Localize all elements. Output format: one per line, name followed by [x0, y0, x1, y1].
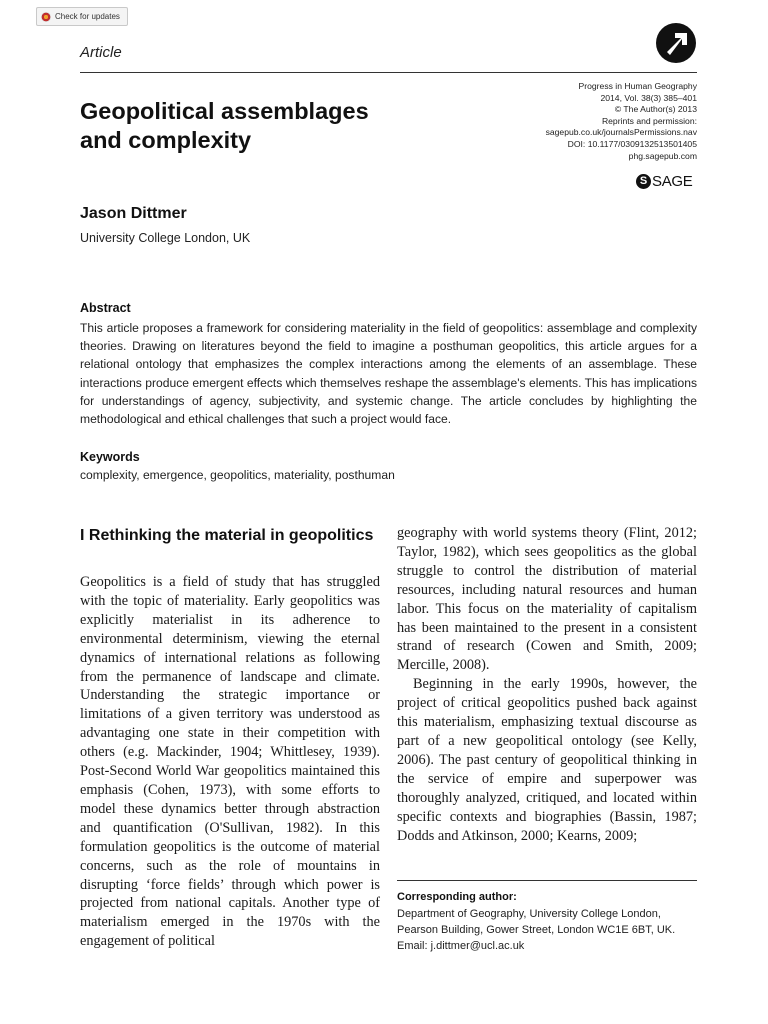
journal-volume: 2014, Vol. 38(3) 385–401 — [600, 92, 697, 103]
check-for-updates-label: Check for updates — [55, 12, 120, 21]
abstract-text: This article proposes a framework for considering materiality in the field of geopolitics: assemblage and complexity theories. Drawing on literatures beyond the field to imagine a posthuman geopolitics, this article argues for a relational ontology that emphasizes the complex interactions among the elements of an assemblage. These interactions produce emergent effects which themselves reshape the assemblage's elements. This has implications for understandings of agency, subjectivity, and systemic change. The article concludes by highlighting the methodological and ethical challenges that such a project would face. — [80, 321, 697, 427]
crossmark-icon — [41, 12, 51, 22]
header-divider — [80, 72, 697, 73]
article-title: Geopolitical assemblages and complexity — [80, 98, 369, 153]
reprints-label: Reprints and permission: — [601, 115, 697, 126]
corresponding-author-details — [397, 907, 697, 954]
body-text-left-column: Geopolitics is a field of study that has struggled with the topic of materiality. Early geopolitics was explicitly materialist in its adherence to environmental determinism, viewing the eternal dynamics of international relations as following from the permanence of landscape and climate. Understanding the strategic importance or limitations of a given territory was understood as advantaging one state in their competition with others (e.g. Mackinder, 1904; Whittlesey, 1939). Post-Second World War geopolitics maintained this emphasis (Cohen, 1973), with some efforts to model these dynamics better through abstraction and quantification (O'Sullivan, 1982). In this formulation geopolitics is the outcome of material concerns, such as the role of mountains in disrupting ‘force fields’ through which power is projected from national capitals. Another type of materialism emerged in the 1970s with the engagement of political — [80, 574, 380, 950]
copyright: © The Author(s) 2013 — [614, 104, 697, 115]
corresponding-email[interactable]: Email: j.dittmer@ucl.ac.uk — [397, 939, 525, 952]
abstract-heading: Abstract — [80, 301, 131, 315]
keywords-text: complexity, emergence, geopolitics, materiality, posthuman — [80, 468, 395, 482]
journal-name: Progress in Human Geography — [578, 81, 697, 91]
body-text-right-column — [397, 524, 697, 845]
sage-logo-text: SAGE — [652, 172, 693, 190]
author-affiliation: University College London, UK — [80, 231, 251, 245]
journal-arrow-logo-icon — [655, 22, 697, 64]
corresponding-address: Pearson Building, Gower Street, London WC1E 6BT, UK. — [397, 923, 676, 936]
permissions-link[interactable]: sagepub.co.uk/journalsPermissions.nav — [545, 127, 697, 138]
section-heading: I Rethinking the material in geopolitics — [80, 527, 374, 544]
article-type-label: Article — [80, 44, 122, 61]
journal-site-link[interactable]: phg.sagepub.com — [628, 150, 697, 161]
sage-logo — [636, 172, 692, 190]
paragraph: Beginning in the early 1990s, however, the project of critical geopolitics pushed back against this materialism, emphasizing textual discourse as part of a new geopolitical ontology (see Kelly, 2006). The past century of geopolitical thinking in the service of empire and superpower was thoroughly analyzed, critiqued, and located within specific contexts and biographies (Bassin, 1987; Dodds and Atkinson, 2000; Kearns, 2009; — [397, 676, 697, 844]
footnote-divider — [397, 880, 697, 881]
paragraph: geography with world systems theory (Flint, 2012; Taylor, 1982), which sees geopolitics as the global struggle to control the distribution of material resources, including natural resources and human labor. This focus on the materiality of capitalism has been maintained to the present in a consistent strand of research (Cowen and Smith, 2009; Mercille, 2008). — [397, 525, 697, 674]
check-for-updates-button[interactable] — [36, 7, 128, 26]
author-name: Jason Dittmer — [80, 205, 187, 222]
journal-info — [455, 81, 697, 162]
corresponding-department: Department of Geography, University College London, — [397, 908, 661, 920]
sage-s-icon: S — [636, 174, 651, 189]
corresponding-author-heading: Corresponding author: — [397, 891, 517, 903]
keywords-heading: Keywords — [80, 450, 140, 464]
doi-link[interactable]: DOI: 10.1177/0309132513501405 — [567, 138, 697, 149]
